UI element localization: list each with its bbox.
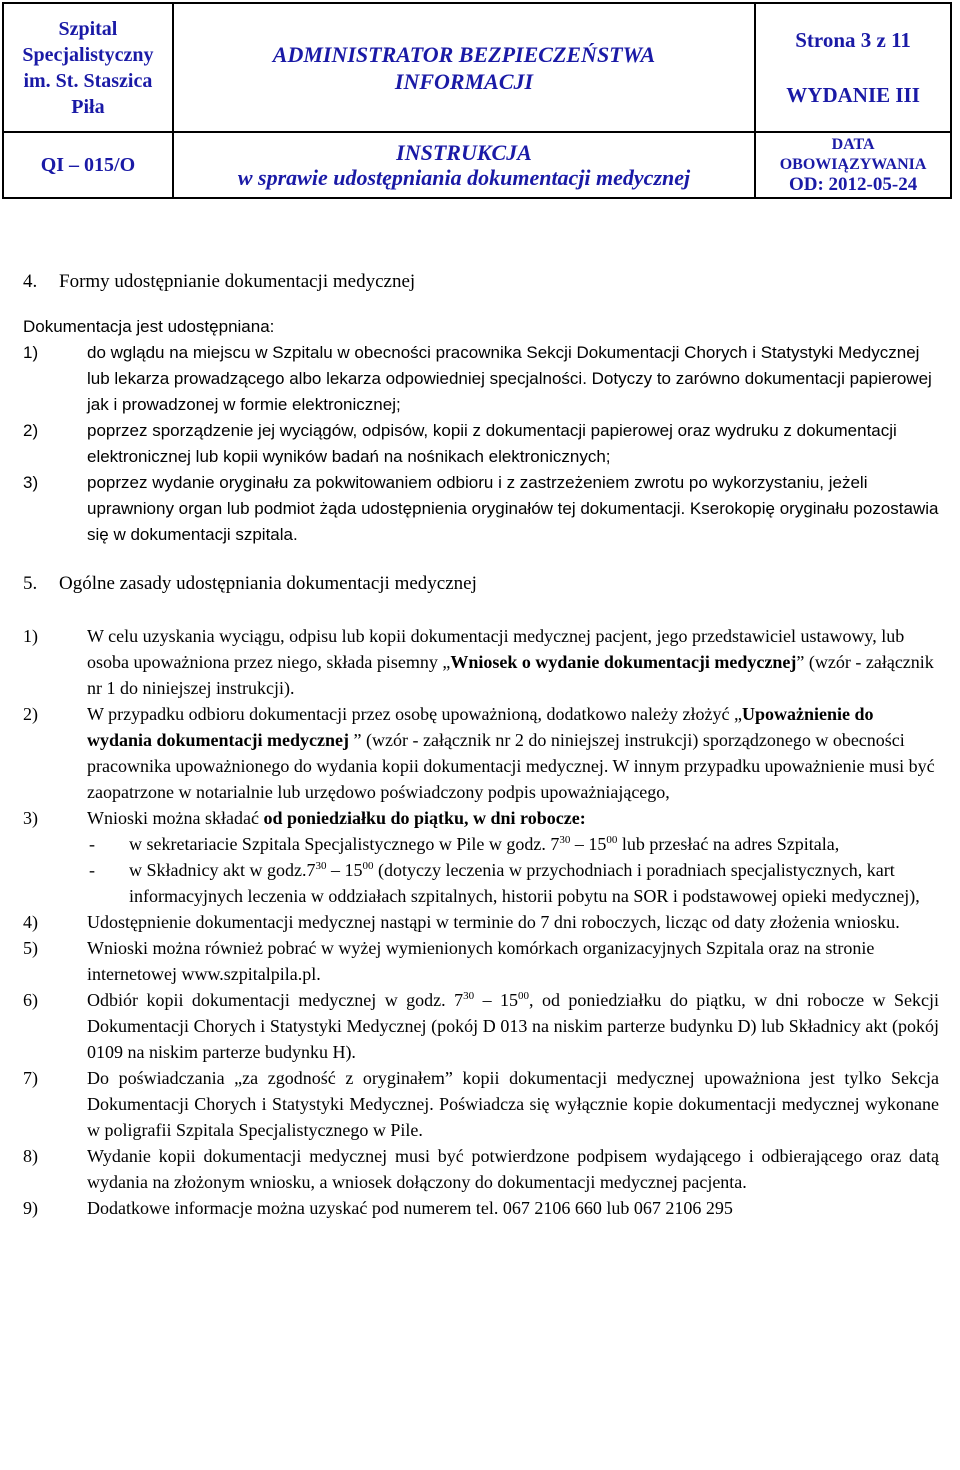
superscript: 30 [559,834,571,846]
header-title-line-2: INFORMACJI [394,68,534,94]
item-number: 5) [23,938,38,958]
item-text: Wnioski można również pobrać w wyżej wymienionych komórkach organizacyjnych Szpitala oraz na stronie internetowej www.szpitalpila.pl. [87,938,875,984]
instruction-line-1: INSTRUKCJA [396,140,532,165]
list-item [23,418,939,470]
list-item [23,1065,939,1143]
list-item [23,909,939,935]
date-line-1: DATA [831,136,875,153]
date-line-2: OBOWIĄZYWANIA [779,156,927,173]
text-run: Odbiór kopii dokumentacji medycznej w godz. 7 [87,990,464,1010]
item-number: 1) [23,343,39,362]
date-line-3: OD: 2012-05-24 [788,174,918,195]
item-text: Do poświadczania „za zgodność z oryginałem” kopii dokumentacji medycznej upoważniona jest tylko Sekcja Dokumentacji Chorych i Statystyki Medycznej. Poświadcza się wyłącznie kopie dokumentacji medycznej wykonane w poligrafii Szpitala Specjalistycznego w Pile. [87,1068,939,1140]
section-5-heading [23,570,939,598]
header-title-line-1: ADMINISTRATOR BEZPIECZEŃSTWA [272,41,656,67]
item-number: 9) [23,1198,38,1218]
text-run: , od poniedziałku do piątku, w dni robocze w Sekcji Dokumentacji Chorych i Statystyki Medycznej (pokój D 013 na niskim parterze budynku D) lub Składnicy akt (pokój 0109 na niskim parterze budynku H). [87,990,939,1062]
item-text: poprzez sporządzenie jej wyciągów, odpisów, kopii z dokumentacji papierowej oraz wydruku z dokumentacji elektronicznej lub kopii wyników badań na nośnikach elektronicznych; [87,421,897,466]
text-run: W przypadku odbioru dokumentacji przez osobę upoważnioną, dodatkowo należy złożyć „ [87,704,742,724]
text-run: – 15 [326,860,363,880]
item-text [87,623,939,701]
superscript: 00 [518,990,530,1002]
section-4-title: Formy udostępnianie dokumentacji medycznej [59,271,416,292]
item-text: Dodatkowe informacje można uzyskać pod numerem tel. 067 2106 660 lub 067 2106 295 [87,1198,733,1218]
text-run: (dotyczy leczenia w przychodniach i poradniach specjalistycznych, kart informacyjnych leczenia w oddziałach szpitalnych, historii pobytu na SOR i podstawowej opieki medycznej), [129,860,920,906]
item-text: poprzez wydanie oryginału za pokwitowaniem odbioru i z zastrzeżeniem zwrotu po wykorzystaniu, jeżeli uprawniony organ lub podmiot żąda udostępnienia oryginałów tej dokumentacji. Kserokopię oryginału pozostawia się w dokumentacji szpitala. [87,473,939,544]
list-item [23,805,939,831]
section-5-number: 5. [23,573,38,594]
list-item [23,1143,939,1195]
text-run: lub przesłać na adres Szpitala, [617,834,840,854]
sub-list-item [87,857,939,909]
hospital-line-1: Szpital [58,17,118,40]
item-text: Wydanie kopii dokumentacji medycznej musi być potwierdzone podpisem wydającego i odbierającego oraz datą wydania na złożonym wniosku, a wniosek dołączony do dokumentacji medycznej pacjenta. [87,1146,939,1192]
section-4-number: 4. [23,271,38,292]
text-run: – 15 [474,990,519,1010]
superscript: 00 [606,834,618,846]
hospital-line-3: im. St. Staszica [23,69,153,92]
item-text [87,701,939,805]
list-item [23,935,939,987]
bold-run: Upoważnienie do wydania dokumentacji medycznej [87,704,874,750]
item-number: 7) [23,1068,38,1088]
superscript: 00 [362,860,374,872]
item-number: 3) [23,808,38,828]
list-item [23,470,939,548]
page-info [755,3,951,132]
text-run: ” (wzór - załącznik nr 1 do niniejszej instrukcji). [87,652,934,698]
dash-bullet: - [89,860,95,880]
instruction-title [173,132,755,198]
item-text: Udostępnienie dokumentacji medycznej nastąpi w terminie do 7 dni roboczych, licząc od daty złożenia wniosku. [87,912,900,932]
item-number: 1) [23,626,38,646]
hospital-line-2: Specjalistyczny [22,43,154,66]
text-run: – 15 [570,834,607,854]
text-run: W celu uzyskania wyciągu, odpisu lub kopii dokumentacji medycznej pacjent, jego przedstawiciel ustawowy, lub osoba upoważniona przez niego, składa pisemny „ [87,626,905,672]
instruction-line-2: w sprawie udostępniania dokumentacji medycznej [237,165,691,190]
bold-run: Wniosek o wydanie dokumentacji medycznej [450,652,797,672]
superscript: 30 [315,860,327,872]
section-4-heading [23,268,939,296]
item-number: 3) [23,473,39,492]
list-item [23,987,939,1065]
item-number: 2) [23,421,39,440]
item-text [129,857,939,909]
effective-date [755,132,951,198]
item-text: do wglądu na miejscu w Szpitalu w obecności pracownika Sekcji Dokumentacji Chorych i Statystyki Medycznej lub lekarza prowadzącego albo lekarza odpowiedniej specjalności. Dotyczy to zarówno dokumentacji papierowej jak i prowadzonej w formie elektronicznej; [87,343,932,414]
document-body [23,268,939,1221]
hospital-line-4: Piła [71,95,105,118]
section-4-intro: Dokumentacja jest udostępniana: [23,317,275,336]
bold-run: od poniedziałku do piątku, w dni robocze: [263,808,586,828]
list-item [23,623,939,701]
list-item [23,701,939,805]
text-run: w sekretariacie Szpitala Specjalistycznego w Pile w godz. 7 [129,834,560,854]
text-run: ” (wzór - załącznik nr 2 do niniejszej instrukcji) sporządzonego w obecności pracownika upoważnionego do wydania kopii dokumentacji medycznej. W innym przypadku upoważnienie musi być zaopatrzone w notarialnie lub urzędowo poświadczony podpis upoważniającego, [87,730,935,802]
item-number: 2) [23,704,38,724]
item-text [129,831,939,857]
header-title [173,3,755,132]
list-item [23,1195,939,1221]
section-5-title: Ogólne zasady udostępniania dokumentacji medycznej [59,573,477,594]
edition-label: WYDANIE III [786,82,920,107]
page-number: Strona 3 z 11 [795,27,911,52]
dash-bullet: - [89,834,95,854]
item-number: 8) [23,1146,38,1166]
item-text [87,805,939,831]
item-number: 4) [23,912,38,932]
item-number: 6) [23,990,38,1010]
list-item [23,340,939,418]
item-text [87,987,939,1065]
text-run: w Składnicy akt w godz.7 [129,860,316,880]
document-code: QI – 015/O [3,132,173,198]
hospital-name [3,3,173,132]
text-run: Wnioski można składać [87,808,264,828]
document-header [2,2,952,199]
superscript: 30 [463,990,475,1002]
sub-list-item [87,831,939,857]
